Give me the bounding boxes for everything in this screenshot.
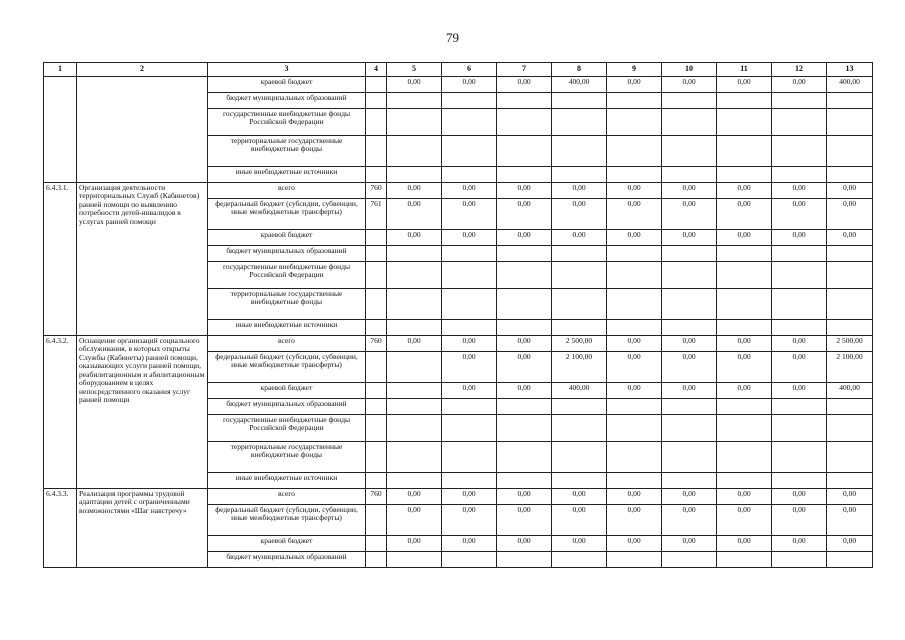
value-cell: 0,00 — [552, 198, 607, 229]
value-cell — [662, 166, 717, 182]
value-cell — [827, 551, 873, 567]
funding-source: краевой бюджет — [208, 229, 366, 245]
column-header: 5 — [387, 63, 442, 77]
column-header: 11 — [717, 63, 772, 77]
value-cell — [772, 245, 827, 261]
row-code — [366, 92, 387, 108]
value-cell — [717, 108, 772, 135]
value-cell — [552, 288, 607, 319]
value-cell — [387, 92, 442, 108]
value-cell: 0,00 — [662, 535, 717, 551]
row-code — [366, 535, 387, 551]
row-code — [366, 551, 387, 567]
value-cell: 0,00 — [717, 229, 772, 245]
value-cell — [717, 551, 772, 567]
column-header: 2 — [77, 63, 208, 77]
value-cell: 0,00 — [387, 535, 442, 551]
row-code — [366, 288, 387, 319]
value-cell — [497, 245, 552, 261]
value-cell — [387, 441, 442, 472]
value-cell: 0,00 — [442, 382, 497, 398]
value-cell: 0,00 — [772, 488, 827, 504]
value-cell — [442, 414, 497, 441]
value-cell — [607, 414, 662, 441]
value-cell: 0,00 — [607, 198, 662, 229]
value-cell — [662, 288, 717, 319]
value-cell: 0,00 — [662, 382, 717, 398]
value-cell: 0,00 — [607, 76, 662, 92]
value-cell: 0,00 — [827, 504, 873, 535]
value-cell: 0,00 — [607, 229, 662, 245]
value-cell — [772, 92, 827, 108]
value-cell — [497, 135, 552, 166]
funding-source: всего — [208, 335, 366, 351]
value-cell: 2 500,00 — [827, 335, 873, 351]
value-cell: 0,00 — [772, 351, 827, 382]
item-code: 6.4.3.1. — [44, 182, 77, 335]
value-cell — [827, 414, 873, 441]
value-cell: 400,00 — [552, 382, 607, 398]
value-cell — [772, 166, 827, 182]
item-name: Оснащение организаций социального обслуживания, в которых открыты Службы (Кабинеты) ранней помощи, оказывающих услуги ранней помощи, реабилитационным и абилитационным оборудованием в целях непосредственного оказания услуг ранней помощи — [77, 335, 208, 488]
value-cell — [552, 92, 607, 108]
value-cell — [497, 261, 552, 288]
value-cell — [607, 108, 662, 135]
item-code — [44, 76, 77, 182]
value-cell — [442, 108, 497, 135]
column-header: 8 — [552, 63, 607, 77]
value-cell — [662, 135, 717, 166]
item-name: Реализация программы трудовой адаптации детей с ограниченными возможностями «Шаг навстречу» — [77, 488, 208, 567]
value-cell — [387, 166, 442, 182]
value-cell: 2 500,00 — [552, 335, 607, 351]
value-cell — [442, 135, 497, 166]
value-cell — [772, 472, 827, 488]
value-cell: 0,00 — [497, 76, 552, 92]
value-cell: 0,00 — [827, 198, 873, 229]
item-name: Организация деятельности территориальных Служб (Кабинетов) ранней помощи по выявлению потребности детей-инвалидов в услугах ранней помощи — [77, 182, 208, 335]
value-cell — [552, 398, 607, 414]
value-cell: 0,00 — [497, 351, 552, 382]
funding-source: федеральный бюджет (субсидии, субвенции, иные межбюджетные трансферты) — [208, 198, 366, 229]
row-code — [366, 319, 387, 335]
row-code: 760 — [366, 182, 387, 198]
value-cell — [772, 441, 827, 472]
value-cell: 0,00 — [772, 76, 827, 92]
value-cell — [662, 414, 717, 441]
value-cell — [827, 441, 873, 472]
row-code — [366, 414, 387, 441]
funding-source: иные внебюджетные источники — [208, 166, 366, 182]
value-cell — [607, 261, 662, 288]
value-cell: 400,00 — [827, 382, 873, 398]
value-cell: 0,00 — [387, 229, 442, 245]
value-cell: 0,00 — [607, 382, 662, 398]
value-cell — [387, 245, 442, 261]
value-cell: 0,00 — [607, 504, 662, 535]
value-cell: 0,00 — [387, 504, 442, 535]
value-cell — [827, 319, 873, 335]
value-cell — [717, 92, 772, 108]
value-cell: 0,00 — [497, 535, 552, 551]
value-cell — [717, 288, 772, 319]
value-cell — [497, 108, 552, 135]
value-cell — [497, 472, 552, 488]
row-code — [366, 441, 387, 472]
value-cell — [772, 551, 827, 567]
value-cell: 0,00 — [717, 335, 772, 351]
value-cell — [387, 414, 442, 441]
funding-source: территориальные государственные внебюджетные фонды — [208, 135, 366, 166]
value-cell: 0,00 — [497, 229, 552, 245]
value-cell — [662, 472, 717, 488]
funding-source: территориальные государственные внебюджетные фонды — [208, 288, 366, 319]
funding-source: краевой бюджет — [208, 535, 366, 551]
value-cell — [387, 135, 442, 166]
value-cell — [607, 319, 662, 335]
funding-source: бюджет муниципальных образований — [208, 551, 366, 567]
funding-source: федеральный бюджет (субсидии, субвенции, иные межбюджетные трансферты) — [208, 504, 366, 535]
value-cell: 0,00 — [442, 76, 497, 92]
value-cell: 0,00 — [662, 335, 717, 351]
value-cell — [607, 166, 662, 182]
value-cell — [662, 398, 717, 414]
value-cell: 0,00 — [497, 504, 552, 535]
value-cell — [387, 351, 442, 382]
value-cell: 0,00 — [662, 229, 717, 245]
value-cell — [827, 398, 873, 414]
value-cell — [662, 261, 717, 288]
value-cell — [607, 288, 662, 319]
value-cell — [387, 382, 442, 398]
value-cell — [827, 108, 873, 135]
value-cell — [607, 135, 662, 166]
value-cell: 0,00 — [552, 535, 607, 551]
column-header: 6 — [442, 63, 497, 77]
value-cell — [387, 472, 442, 488]
value-cell — [552, 245, 607, 261]
value-cell — [442, 398, 497, 414]
value-cell: 0,00 — [607, 351, 662, 382]
value-cell — [717, 441, 772, 472]
row-code: 760 — [366, 488, 387, 504]
value-cell — [717, 319, 772, 335]
value-cell: 0,00 — [607, 182, 662, 198]
value-cell — [662, 441, 717, 472]
row-code: 761 — [366, 198, 387, 229]
value-cell: 0,00 — [662, 182, 717, 198]
value-cell — [552, 166, 607, 182]
table-row — [44, 488, 873, 504]
row-code — [366, 382, 387, 398]
value-cell — [442, 441, 497, 472]
value-cell — [717, 166, 772, 182]
value-cell — [387, 551, 442, 567]
value-cell: 0,00 — [827, 488, 873, 504]
value-cell: 0,00 — [497, 335, 552, 351]
value-cell — [497, 441, 552, 472]
funding-source: государственные внебюджетные фонды Российской Федерации — [208, 108, 366, 135]
value-cell — [552, 551, 607, 567]
value-cell: 0,00 — [717, 504, 772, 535]
value-cell — [662, 319, 717, 335]
value-cell — [552, 414, 607, 441]
value-cell: 0,00 — [827, 229, 873, 245]
value-cell: 0,00 — [717, 198, 772, 229]
row-code — [366, 76, 387, 92]
funding-source: государственные внебюджетные фонды Российской Федерации — [208, 414, 366, 441]
value-cell — [442, 319, 497, 335]
value-cell — [827, 135, 873, 166]
value-cell: 0,00 — [387, 182, 442, 198]
value-cell: 0,00 — [772, 198, 827, 229]
value-cell — [717, 135, 772, 166]
value-cell: 400,00 — [552, 76, 607, 92]
value-cell — [607, 551, 662, 567]
item-name — [77, 76, 208, 182]
value-cell — [607, 245, 662, 261]
value-cell: 0,00 — [827, 535, 873, 551]
funding-source: бюджет муниципальных образований — [208, 92, 366, 108]
table-row — [44, 182, 873, 198]
value-cell: 0,00 — [662, 198, 717, 229]
value-cell: 0,00 — [662, 504, 717, 535]
value-cell — [772, 288, 827, 319]
value-cell: 0,00 — [387, 76, 442, 92]
value-cell — [772, 108, 827, 135]
value-cell — [442, 261, 497, 288]
funding-source: бюджет муниципальных образований — [208, 245, 366, 261]
value-cell — [827, 166, 873, 182]
value-cell — [717, 472, 772, 488]
value-cell: 0,00 — [662, 76, 717, 92]
value-cell — [497, 166, 552, 182]
value-cell — [387, 108, 442, 135]
value-cell: 0,00 — [662, 351, 717, 382]
value-cell — [497, 319, 552, 335]
column-header: 4 — [366, 63, 387, 77]
table-row — [44, 76, 873, 92]
value-cell — [387, 398, 442, 414]
value-cell: 0,00 — [442, 504, 497, 535]
value-cell — [827, 92, 873, 108]
value-cell — [552, 108, 607, 135]
value-cell — [607, 441, 662, 472]
row-code — [366, 398, 387, 414]
value-cell — [827, 288, 873, 319]
value-cell — [552, 135, 607, 166]
value-cell: 400,00 — [827, 76, 873, 92]
row-code — [366, 166, 387, 182]
value-cell: 2 100,00 — [827, 351, 873, 382]
value-cell — [442, 92, 497, 108]
value-cell — [827, 245, 873, 261]
value-cell — [497, 398, 552, 414]
value-cell — [772, 261, 827, 288]
value-cell: 2 100,00 — [552, 351, 607, 382]
value-cell: 0,00 — [607, 335, 662, 351]
funding-source: всего — [208, 182, 366, 198]
value-cell: 0,00 — [772, 182, 827, 198]
value-cell — [772, 414, 827, 441]
value-cell: 0,00 — [387, 198, 442, 229]
value-cell: 0,00 — [772, 535, 827, 551]
value-cell — [497, 414, 552, 441]
value-cell: 0,00 — [717, 382, 772, 398]
funding-source: иные внебюджетные источники — [208, 472, 366, 488]
funding-source: государственные внебюджетные фонды Российской Федерации — [208, 261, 366, 288]
value-cell — [717, 245, 772, 261]
value-cell — [772, 135, 827, 166]
row-code — [366, 472, 387, 488]
value-cell — [442, 245, 497, 261]
funding-source: бюджет муниципальных образований — [208, 398, 366, 414]
column-header: 7 — [497, 63, 552, 77]
value-cell — [387, 288, 442, 319]
value-cell: 0,00 — [442, 535, 497, 551]
row-code — [366, 108, 387, 135]
value-cell — [552, 441, 607, 472]
value-cell: 0,00 — [772, 382, 827, 398]
value-cell: 0,00 — [607, 535, 662, 551]
value-cell — [662, 551, 717, 567]
budget-table — [43, 62, 873, 568]
value-cell — [442, 166, 497, 182]
funding-source: иные внебюджетные источники — [208, 319, 366, 335]
row-code — [366, 229, 387, 245]
value-cell — [607, 472, 662, 488]
column-header: 13 — [827, 63, 873, 77]
column-header: 12 — [772, 63, 827, 77]
value-cell: 0,00 — [442, 351, 497, 382]
value-cell: 0,00 — [772, 335, 827, 351]
value-cell: 0,00 — [552, 229, 607, 245]
page-number: 79 — [446, 30, 459, 45]
funding-source: территориальные государственные внебюджетные фонды — [208, 441, 366, 472]
value-cell — [442, 288, 497, 319]
value-cell: 0,00 — [717, 351, 772, 382]
row-code — [366, 245, 387, 261]
value-cell: 0,00 — [772, 229, 827, 245]
value-cell: 0,00 — [442, 198, 497, 229]
item-code: 6.4.3.3. — [44, 488, 77, 567]
value-cell: 0,00 — [827, 182, 873, 198]
row-code — [366, 504, 387, 535]
value-cell: 0,00 — [442, 335, 497, 351]
value-cell — [827, 472, 873, 488]
value-cell: 0,00 — [552, 182, 607, 198]
item-code: 6.4.3.2. — [44, 335, 77, 488]
funding-source: федеральный бюджет (субсидии, субвенции, иные межбюджетные трансферты) — [208, 351, 366, 382]
value-cell — [552, 261, 607, 288]
value-cell: 0,00 — [717, 76, 772, 92]
value-cell: 0,00 — [552, 488, 607, 504]
row-code — [366, 261, 387, 288]
value-cell — [772, 319, 827, 335]
column-header: 10 — [662, 63, 717, 77]
row-code: 760 — [366, 335, 387, 351]
value-cell — [717, 398, 772, 414]
value-cell: 0,00 — [717, 535, 772, 551]
value-cell — [497, 288, 552, 319]
value-cell: 0,00 — [442, 182, 497, 198]
value-cell: 0,00 — [497, 488, 552, 504]
value-cell — [387, 319, 442, 335]
value-cell: 0,00 — [717, 182, 772, 198]
column-header: 9 — [607, 63, 662, 77]
value-cell — [662, 92, 717, 108]
value-cell — [552, 319, 607, 335]
value-cell — [552, 472, 607, 488]
value-cell — [497, 551, 552, 567]
value-cell — [497, 92, 552, 108]
value-cell: 0,00 — [497, 382, 552, 398]
row-code — [366, 351, 387, 382]
value-cell — [662, 108, 717, 135]
value-cell — [387, 261, 442, 288]
column-header: 3 — [208, 63, 366, 77]
row-code — [366, 135, 387, 166]
value-cell: 0,00 — [772, 504, 827, 535]
funding-source: краевой бюджет — [208, 76, 366, 92]
funding-source: всего — [208, 488, 366, 504]
column-header: 1 — [44, 63, 77, 77]
value-cell — [442, 551, 497, 567]
funding-source: краевой бюджет — [208, 382, 366, 398]
header-row — [44, 63, 873, 77]
value-cell: 0,00 — [442, 229, 497, 245]
value-cell — [607, 398, 662, 414]
table-row — [44, 335, 873, 351]
value-cell: 0,00 — [387, 488, 442, 504]
value-cell: 0,00 — [442, 488, 497, 504]
value-cell — [717, 414, 772, 441]
value-cell — [717, 261, 772, 288]
value-cell — [662, 245, 717, 261]
value-cell — [827, 261, 873, 288]
value-cell: 0,00 — [387, 335, 442, 351]
value-cell — [772, 398, 827, 414]
value-cell: 0,00 — [607, 488, 662, 504]
value-cell — [607, 92, 662, 108]
value-cell: 0,00 — [717, 488, 772, 504]
value-cell: 0,00 — [662, 488, 717, 504]
value-cell — [442, 472, 497, 488]
value-cell: 0,00 — [497, 182, 552, 198]
value-cell: 0,00 — [497, 198, 552, 229]
value-cell: 0,00 — [552, 504, 607, 535]
